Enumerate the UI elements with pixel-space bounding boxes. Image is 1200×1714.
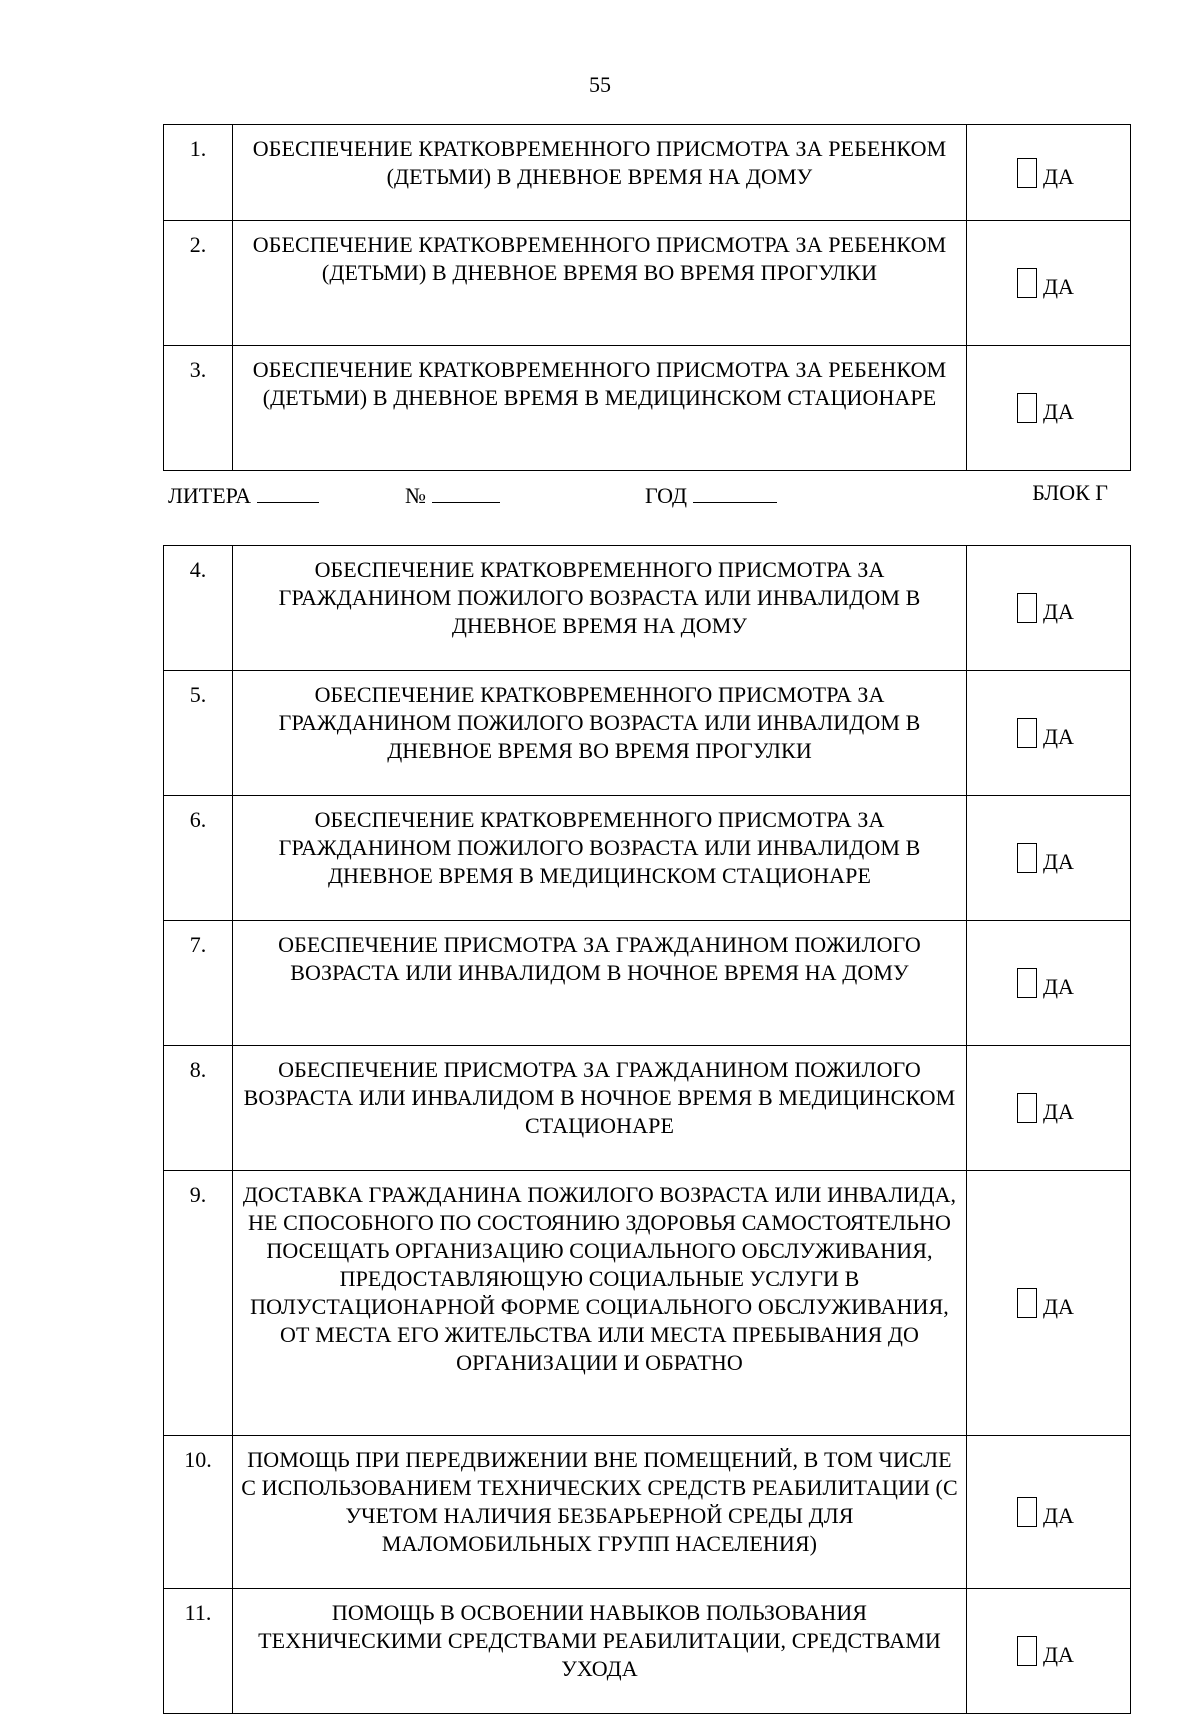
litera-blank[interactable] [257, 480, 319, 503]
block-header-line [163, 480, 1113, 510]
row-number: 10. [164, 1436, 233, 1589]
block-label: БЛОК Г [1032, 480, 1108, 505]
yes-cell [967, 546, 1131, 671]
row-number: 1. [164, 125, 233, 221]
service-description: ОБЕСПЕЧЕНИЕ КРАТКОВРЕМЕННОГО ПРИСМОТРА ЗА РЕБЕНКОМ (ДЕТЬМИ) В ДНЕВНОЕ ВРЕМЯ ВО ВРЕМЯ ПРОГУЛКИ [233, 221, 967, 346]
number-blank[interactable] [432, 480, 500, 503]
service-description: ПОМОЩЬ ПРИ ПЕРЕДВИЖЕНИИ ВНЕ ПОМЕЩЕНИЙ, В ТОМ ЧИСЛЕ С ИСПОЛЬЗОВАНИЕМ ТЕХНИЧЕСКИХ СРЕДСТВ РЕАБИЛИТАЦИИ (С УЧЕТОМ НАЛИЧИЯ БЕЗБАРЬЕРНОЙ СРЕДЫ ДЛЯ МАЛОМОБИЛЬНЫХ ГРУПП НАСЕЛЕНИЯ) [233, 1436, 967, 1589]
year-blank[interactable] [693, 480, 777, 503]
yes-checkbox[interactable] [1017, 968, 1037, 998]
yes-checkbox[interactable] [1017, 843, 1037, 873]
table-row [164, 796, 1131, 921]
yes-cell [967, 796, 1131, 921]
yes-cell [967, 221, 1131, 346]
yes-label: ДА [1043, 1642, 1074, 1667]
yes-checkbox[interactable] [1017, 1636, 1037, 1666]
yes-cell [967, 1046, 1131, 1171]
services-table-children [163, 124, 1131, 471]
yes-label: ДА [1043, 163, 1074, 189]
yes-cell [967, 1171, 1131, 1436]
row-number: 3. [164, 346, 233, 471]
table-row [164, 546, 1131, 671]
row-number: 6. [164, 796, 233, 921]
yes-checkbox[interactable] [1017, 268, 1037, 298]
yes-checkbox[interactable] [1017, 1093, 1037, 1123]
service-description: ПОМОЩЬ В ОСВОЕНИИ НАВЫКОВ ПОЛЬЗОВАНИЯ ТЕХНИЧЕСКИМИ СРЕДСТВАМИ РЕАБИЛИТАЦИИ, СРЕДСТВАМИ УХОДА [233, 1589, 967, 1714]
table-row [164, 1046, 1131, 1171]
yes-cell [967, 671, 1131, 796]
yes-label: ДА [1043, 974, 1074, 999]
yes-label: ДА [1043, 1503, 1074, 1528]
service-description: ДОСТАВКА ГРАЖДАНИНА ПОЖИЛОГО ВОЗРАСТА ИЛИ ИНВАЛИДА, НЕ СПОСОБНОГО ПО СОСТОЯНИЮ ЗДОРОВЬЯ САМОСТОЯТЕЛЬНО ПОСЕЩАТЬ ОРГАНИЗАЦИЮ СОЦИАЛЬНОГО ОБСЛУЖИВАНИЯ, ПРЕДОСТАВЛЯЮЩУЮ СОЦИАЛЬНЫЕ УСЛУГИ В ПОЛУСТАЦИОНАРНОЙ ФОРМЕ СОЦИАЛЬНОГО ОБСЛУЖИВАНИЯ, ОТ МЕСТА ЕГО ЖИТЕЛЬСТВА ИЛИ МЕСТА ПРЕБЫВАНИЯ ДО ОРГАНИЗАЦИИ И ОБРАТНО [233, 1171, 967, 1436]
row-number: 4. [164, 546, 233, 671]
yes-cell [967, 921, 1131, 1046]
row-number: 7. [164, 921, 233, 1046]
service-description: ОБЕСПЕЧЕНИЕ ПРИСМОТРА ЗА ГРАЖДАНИНОМ ПОЖИЛОГО ВОЗРАСТА ИЛИ ИНВАЛИДОМ В НОЧНОЕ ВРЕМЯ В МЕДИЦИНСКОМ СТАЦИОНАРЕ [233, 1046, 967, 1171]
yes-checkbox[interactable] [1017, 593, 1037, 623]
yes-label: ДА [1043, 599, 1074, 624]
row-number: 2. [164, 221, 233, 346]
number-field: № [405, 480, 500, 509]
yes-label: ДА [1043, 1294, 1074, 1319]
yes-checkbox[interactable] [1017, 393, 1037, 423]
service-description: ОБЕСПЕЧЕНИЕ ПРИСМОТРА ЗА ГРАЖДАНИНОМ ПОЖИЛОГО ВОЗРАСТА ИЛИ ИНВАЛИДОМ В НОЧНОЕ ВРЕМЯ НА ДОМУ [233, 921, 967, 1046]
yes-cell [967, 346, 1131, 471]
table-row [164, 1171, 1131, 1436]
table-row [164, 346, 1131, 471]
table-row [164, 671, 1131, 796]
service-description: ОБЕСПЕЧЕНИЕ КРАТКОВРЕМЕННОГО ПРИСМОТРА ЗА РЕБЕНКОМ (ДЕТЬМИ) В ДНЕВНОЕ ВРЕМЯ НА ДОМУ [233, 125, 967, 221]
yes-cell [967, 125, 1131, 221]
yes-label: ДА [1043, 1099, 1074, 1124]
yes-label: ДА [1043, 724, 1074, 749]
table-row [164, 1589, 1131, 1714]
year-field: ГОД [645, 480, 777, 509]
yes-label: ДА [1043, 849, 1074, 874]
row-number: 5. [164, 671, 233, 796]
service-description: ОБЕСПЕЧЕНИЕ КРАТКОВРЕМЕННОГО ПРИСМОТРА ЗА ГРАЖДАНИНОМ ПОЖИЛОГО ВОЗРАСТА ИЛИ ИНВАЛИДОМ В ДНЕВНОЕ ВРЕМЯ В МЕДИЦИНСКОМ СТАЦИОНАРЕ [233, 796, 967, 921]
table-row [164, 921, 1131, 1046]
yes-label: ДА [1043, 274, 1074, 299]
services-table-elderly [163, 545, 1131, 1714]
service-description: ОБЕСПЕЧЕНИЕ КРАТКОВРЕМЕННОГО ПРИСМОТРА ЗА ГРАЖДАНИНОМ ПОЖИЛОГО ВОЗРАСТА ИЛИ ИНВАЛИДОМ В ДНЕВНОЕ ВРЕМЯ НА ДОМУ [233, 546, 967, 671]
row-number: 11. [164, 1589, 233, 1714]
table-row [164, 125, 1131, 221]
page-number: 55 [589, 72, 611, 97]
yes-cell [967, 1589, 1131, 1714]
row-number: 8. [164, 1046, 233, 1171]
yes-checkbox[interactable] [1017, 1497, 1037, 1527]
yes-checkbox[interactable] [1017, 158, 1037, 188]
table-row [164, 1436, 1131, 1589]
table-row [164, 221, 1131, 346]
yes-label: ДА [1043, 399, 1074, 424]
service-description: ОБЕСПЕЧЕНИЕ КРАТКОВРЕМЕННОГО ПРИСМОТРА ЗА РЕБЕНКОМ (ДЕТЬМИ) В ДНЕВНОЕ ВРЕМЯ В МЕДИЦИНСКОМ СТАЦИОНАРЕ [233, 346, 967, 471]
service-description: ОБЕСПЕЧЕНИЕ КРАТКОВРЕМЕННОГО ПРИСМОТРА ЗА ГРАЖДАНИНОМ ПОЖИЛОГО ВОЗРАСТА ИЛИ ИНВАЛИДОМ В ДНЕВНОЕ ВРЕМЯ ВО ВРЕМЯ ПРОГУЛКИ [233, 671, 967, 796]
yes-cell [967, 1436, 1131, 1589]
yes-checkbox[interactable] [1017, 718, 1037, 748]
row-number: 9. [164, 1171, 233, 1436]
yes-checkbox[interactable] [1017, 1288, 1037, 1318]
litera-field: ЛИТЕРА [168, 480, 319, 509]
